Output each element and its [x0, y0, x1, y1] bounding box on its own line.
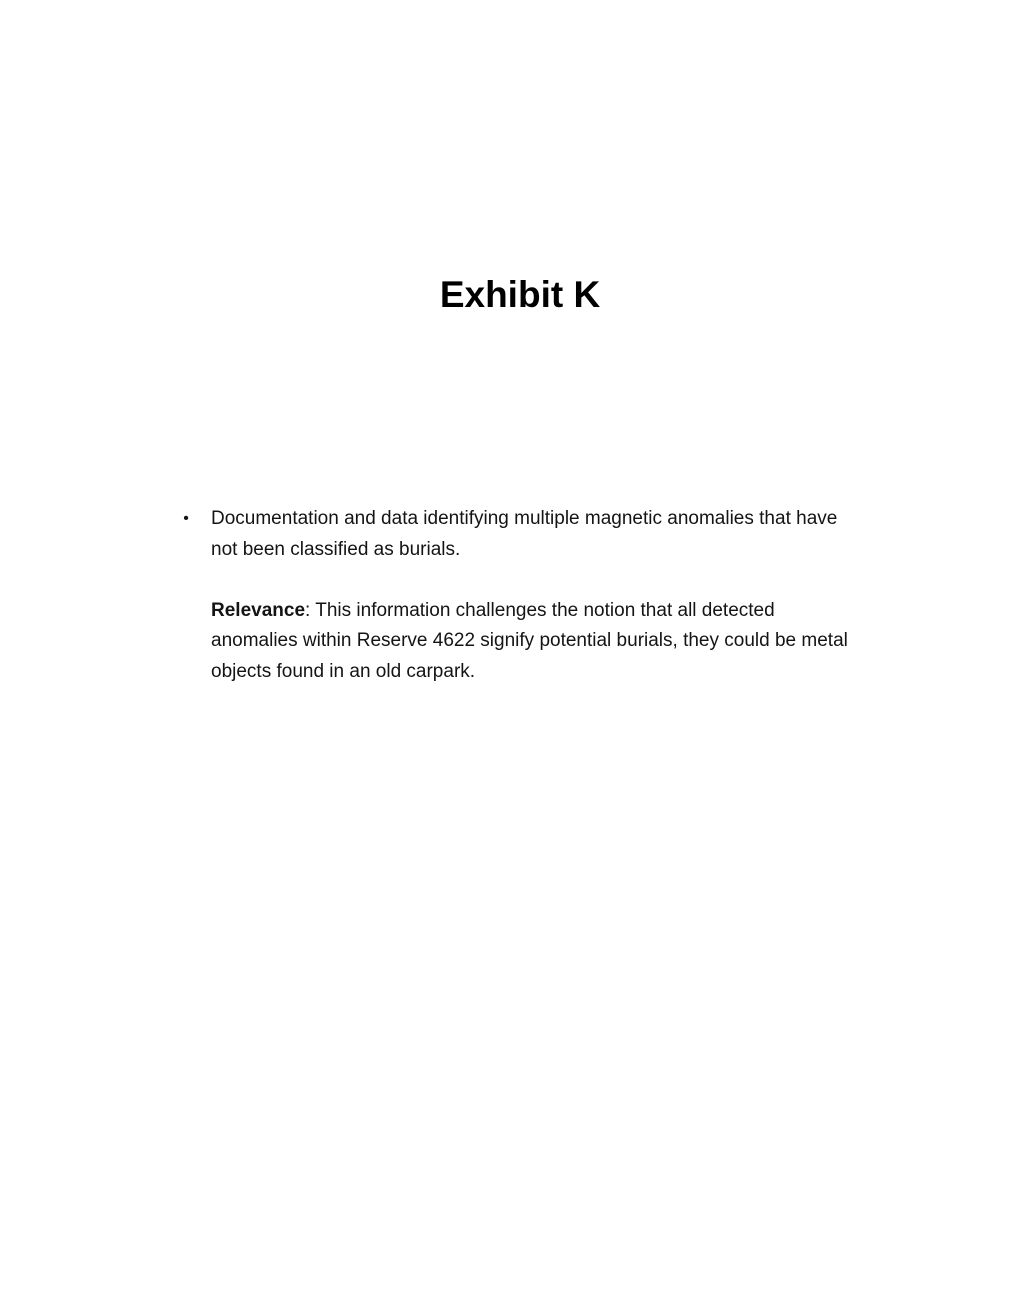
item-description: Documentation and data identifying multiple magnetic anomalies that have not been classified as burials. — [211, 508, 838, 560]
page-title: Exhibit K — [439, 274, 601, 315]
relevance-text: This information challenges the notion that all detected anomalies within Reserve 4622 signify potential burials, they could be metal objects found in an old carpark. — [211, 599, 848, 682]
list-item — [183, 504, 861, 687]
bullet-icon: • — [183, 510, 189, 527]
bullet-list — [183, 504, 861, 687]
relevance-label: Relevance — [211, 599, 306, 621]
relevance-paragraph — [211, 596, 861, 688]
relevance-separator: : — [305, 599, 311, 621]
